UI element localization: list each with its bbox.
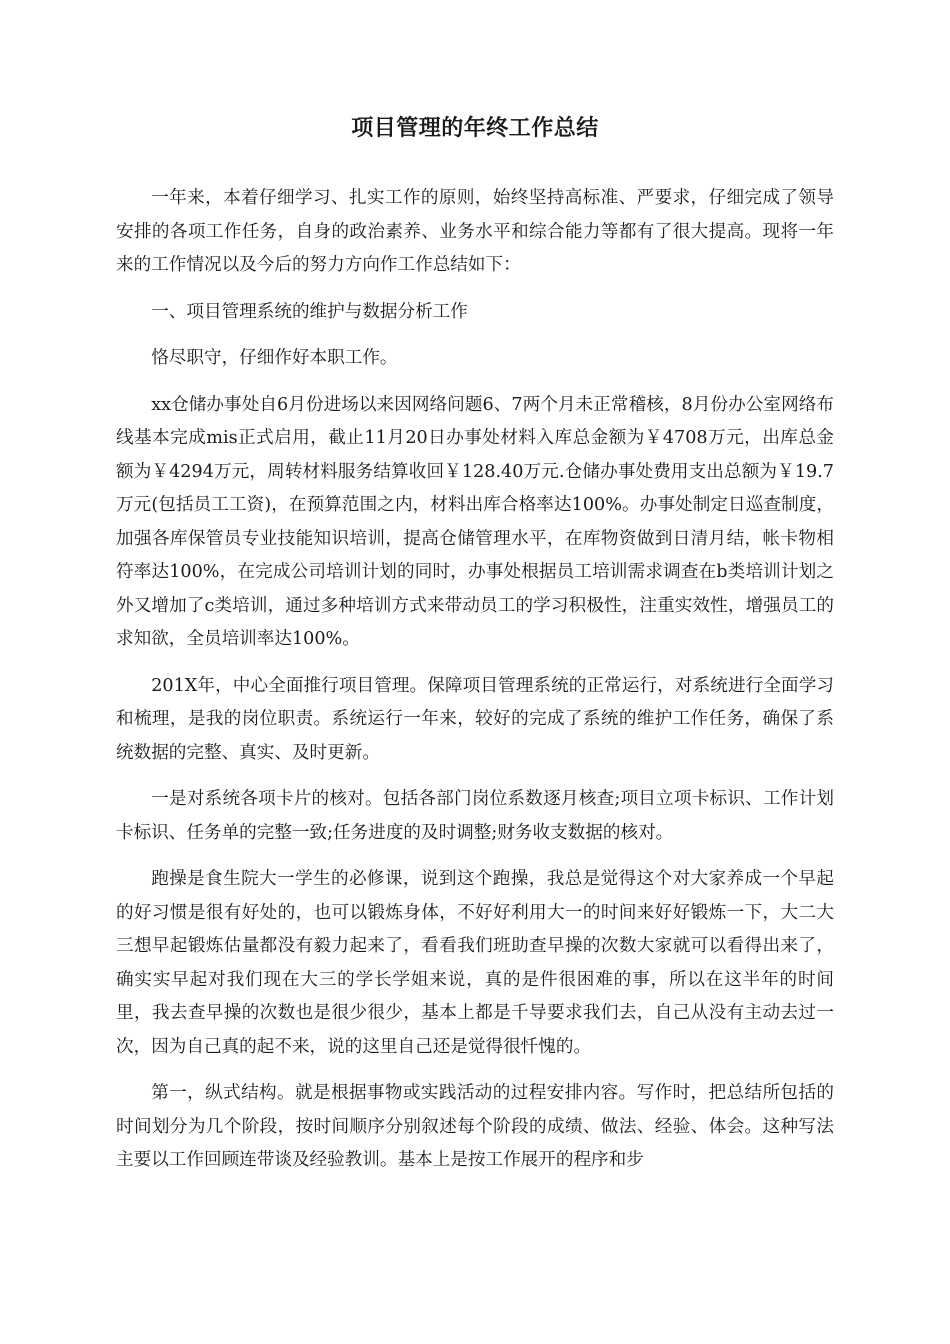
paragraph-card-check: 一是对系统各项卡片的核对。包括各部门岗位系数逐月核查;项目立项卡标识、工作计划卡标识、任务单的完整一致;任务进度的及时调整;财务收支数据的核对。	[116, 789, 834, 843]
section-heading: 一、项目管理系统的维护与数据分析工作	[151, 301, 468, 322]
paragraph-duty: 恪尽职守，仔细作好本职工作。	[151, 348, 398, 368]
document-title: 项目管理的年终工作总结	[351, 116, 599, 141]
paragraph-structure: 第一，纵式结构。就是根据事物或实践活动的过程安排内容。写作时，把总结所包括的时间划分为几个阶段，按时间顺序分别叙述每个阶段的成绩、做法、经验、体会。这种写法主要以工作回顾连带谈及经验教训。基本上是按工作展开的程序和步	[116, 1083, 834, 1170]
paragraph-project-management: 201X年，中心全面推行项目管理。保障项目管理系统的正常运行，对系统进行全面学习和梳理，是我的岗位职责。系统运行一年来，较好的完成了系统的维护工作任务，确保了系统数据的完整、真实、及时更新。	[116, 675, 834, 763]
document-page	[116, 104, 834, 1191]
paragraph-warehouse: xx仓储办事处自6月份进场以来因网络问题6、7两个月未正常稽核，8月份办公室网络布线基本完成mis正式启用，截止11月20日办事处材料入库总金额为￥4708万元，出库总金额为￥4294万元，周转材料服务结算收回￥128.40万元.仓储办事处费用支出总额为￥19.7万元(包括员工工资)，在预算范围之内，材料出库合格率达100%。办事处制定日巡查制度，加强各库保管员专业技能知识培训，提高仓储管理水平，在库物资做到日清月结，帐卡物相符率达100%，在完成公司培训计划的同时，办事处根据员工培训需求调查在b类培训计划之外又增加了c类培训，通过多种培训方式来带动员工的学习积极性，注重实效性，增强员工的求知欲，全员培训率达100%。	[116, 394, 834, 649]
paragraph-morning-run: 跑操是食生院大一学生的必修课，说到这个跑操，我总是觉得这个对大家养成一个早起的好习惯是很有好处的，也可以锻炼身体，不好好利用大一的时间来好好锻炼一下，大二大三想早起锻炼估量都没有毅力起来了，看看我们班助查早操的次数大家就可以看得出来了，确实实早起对我们现在大三的学长学姐来说，真的是件很困难的事，所以在这半年的时间里，我去查早操的次数也是很少很少，基本上都是千导要求我们去，自己从没有主动去过一次，因为自己真的起不来，说的这里自己还是觉得很忏愧的。	[116, 869, 834, 1057]
paragraph-intro: 一年来，本着仔细学习、扎实工作的原则，始终坚持高标准、严要求，仔细完成了领导安排的各项工作任务，自身的政治素养、业务水平和综合能力等都有了很大提高。现将一年来的工作情况以及今后的努力方向作工作总结如下：	[116, 188, 834, 275]
